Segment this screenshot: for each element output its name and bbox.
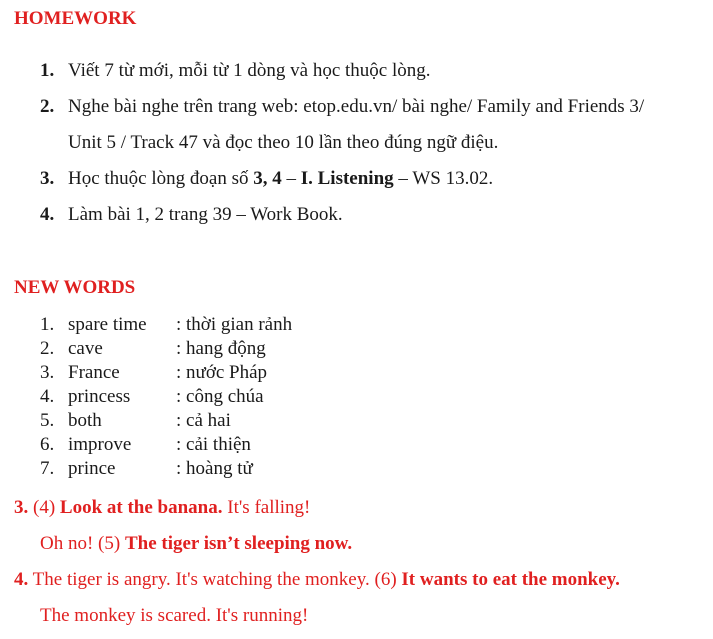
list-number: 3. — [40, 362, 55, 383]
homework-item-2-cont — [68, 132, 498, 154]
list-number: 5. — [40, 410, 55, 431]
list-number: 6. — [40, 434, 55, 455]
word: both — [68, 410, 102, 431]
word: princess — [68, 386, 131, 407]
homework-text: Làm bài 1, 2 trang 39 – Work Book. — [68, 204, 343, 225]
homework-heading: HOMEWORK — [14, 8, 137, 29]
text-part: – — [281, 168, 301, 189]
text-part: The tiger is angry. It's watching the monkey. (6) — [32, 569, 402, 590]
answer-3-line2 — [40, 533, 352, 555]
bold-part: 3, 4 — [253, 168, 282, 189]
word: prince — [68, 458, 116, 479]
answer-number: 3. — [14, 497, 29, 518]
new-words-heading: NEW WORDS — [14, 277, 136, 298]
text-part: Oh no! (5) — [40, 533, 125, 554]
meaning: : thời gian rảnh — [176, 314, 293, 335]
list-number: 4. — [40, 386, 55, 407]
text-part: Học thuộc lòng đoạn số — [68, 168, 254, 189]
meaning: : cải thiện — [176, 434, 251, 455]
word: cave — [68, 338, 103, 359]
meaning: : hang động — [176, 338, 266, 359]
meaning: : cả hai — [176, 410, 231, 431]
list-number: 1. — [40, 60, 55, 81]
list-number: 2. — [40, 338, 55, 359]
word: spare time — [68, 314, 147, 335]
meaning: : hoàng tử — [176, 458, 253, 479]
list-number: 2. — [40, 96, 55, 117]
bold-part: It wants to eat the monkey. — [401, 569, 620, 590]
list-number: 4. — [40, 204, 55, 225]
answer-4-line2: The monkey is scared. It's running! — [40, 605, 309, 626]
homework-text: Viết 7 từ mới, mỗi từ 1 dòng và học thuộc lòng. — [68, 60, 431, 81]
list-number: 3. — [40, 168, 55, 189]
list-number: 1. — [40, 314, 55, 335]
list-number: 7. — [40, 458, 55, 479]
answer-4-line1 — [14, 569, 620, 591]
meaning: : nước Pháp — [176, 362, 268, 383]
homework-text — [68, 168, 493, 190]
text-part: It's falling! — [222, 497, 311, 518]
word: France — [68, 362, 120, 383]
bold-part: I. Listening — [300, 168, 394, 189]
homework-text-line1: Nghe bài nghe trên trang web: etop.edu.vn/ bài nghe/ Family and Friends 3/ — [68, 96, 645, 117]
homework-text-line2: Unit 5 / Track 47 và đọc theo 10 lần theo đúng ngữ điệu. — [68, 132, 499, 153]
text-part: (4) — [33, 497, 60, 518]
answer-number: 4. — [14, 569, 29, 590]
text-part: – WS 13.02. — [393, 168, 494, 189]
answer-3-line1 — [14, 497, 310, 519]
bold-part: The tiger isn’t sleeping now. — [124, 533, 353, 554]
meaning: : công chúa — [176, 386, 264, 407]
bold-part: Look at the banana. — [59, 497, 223, 518]
word: improve — [68, 434, 132, 455]
